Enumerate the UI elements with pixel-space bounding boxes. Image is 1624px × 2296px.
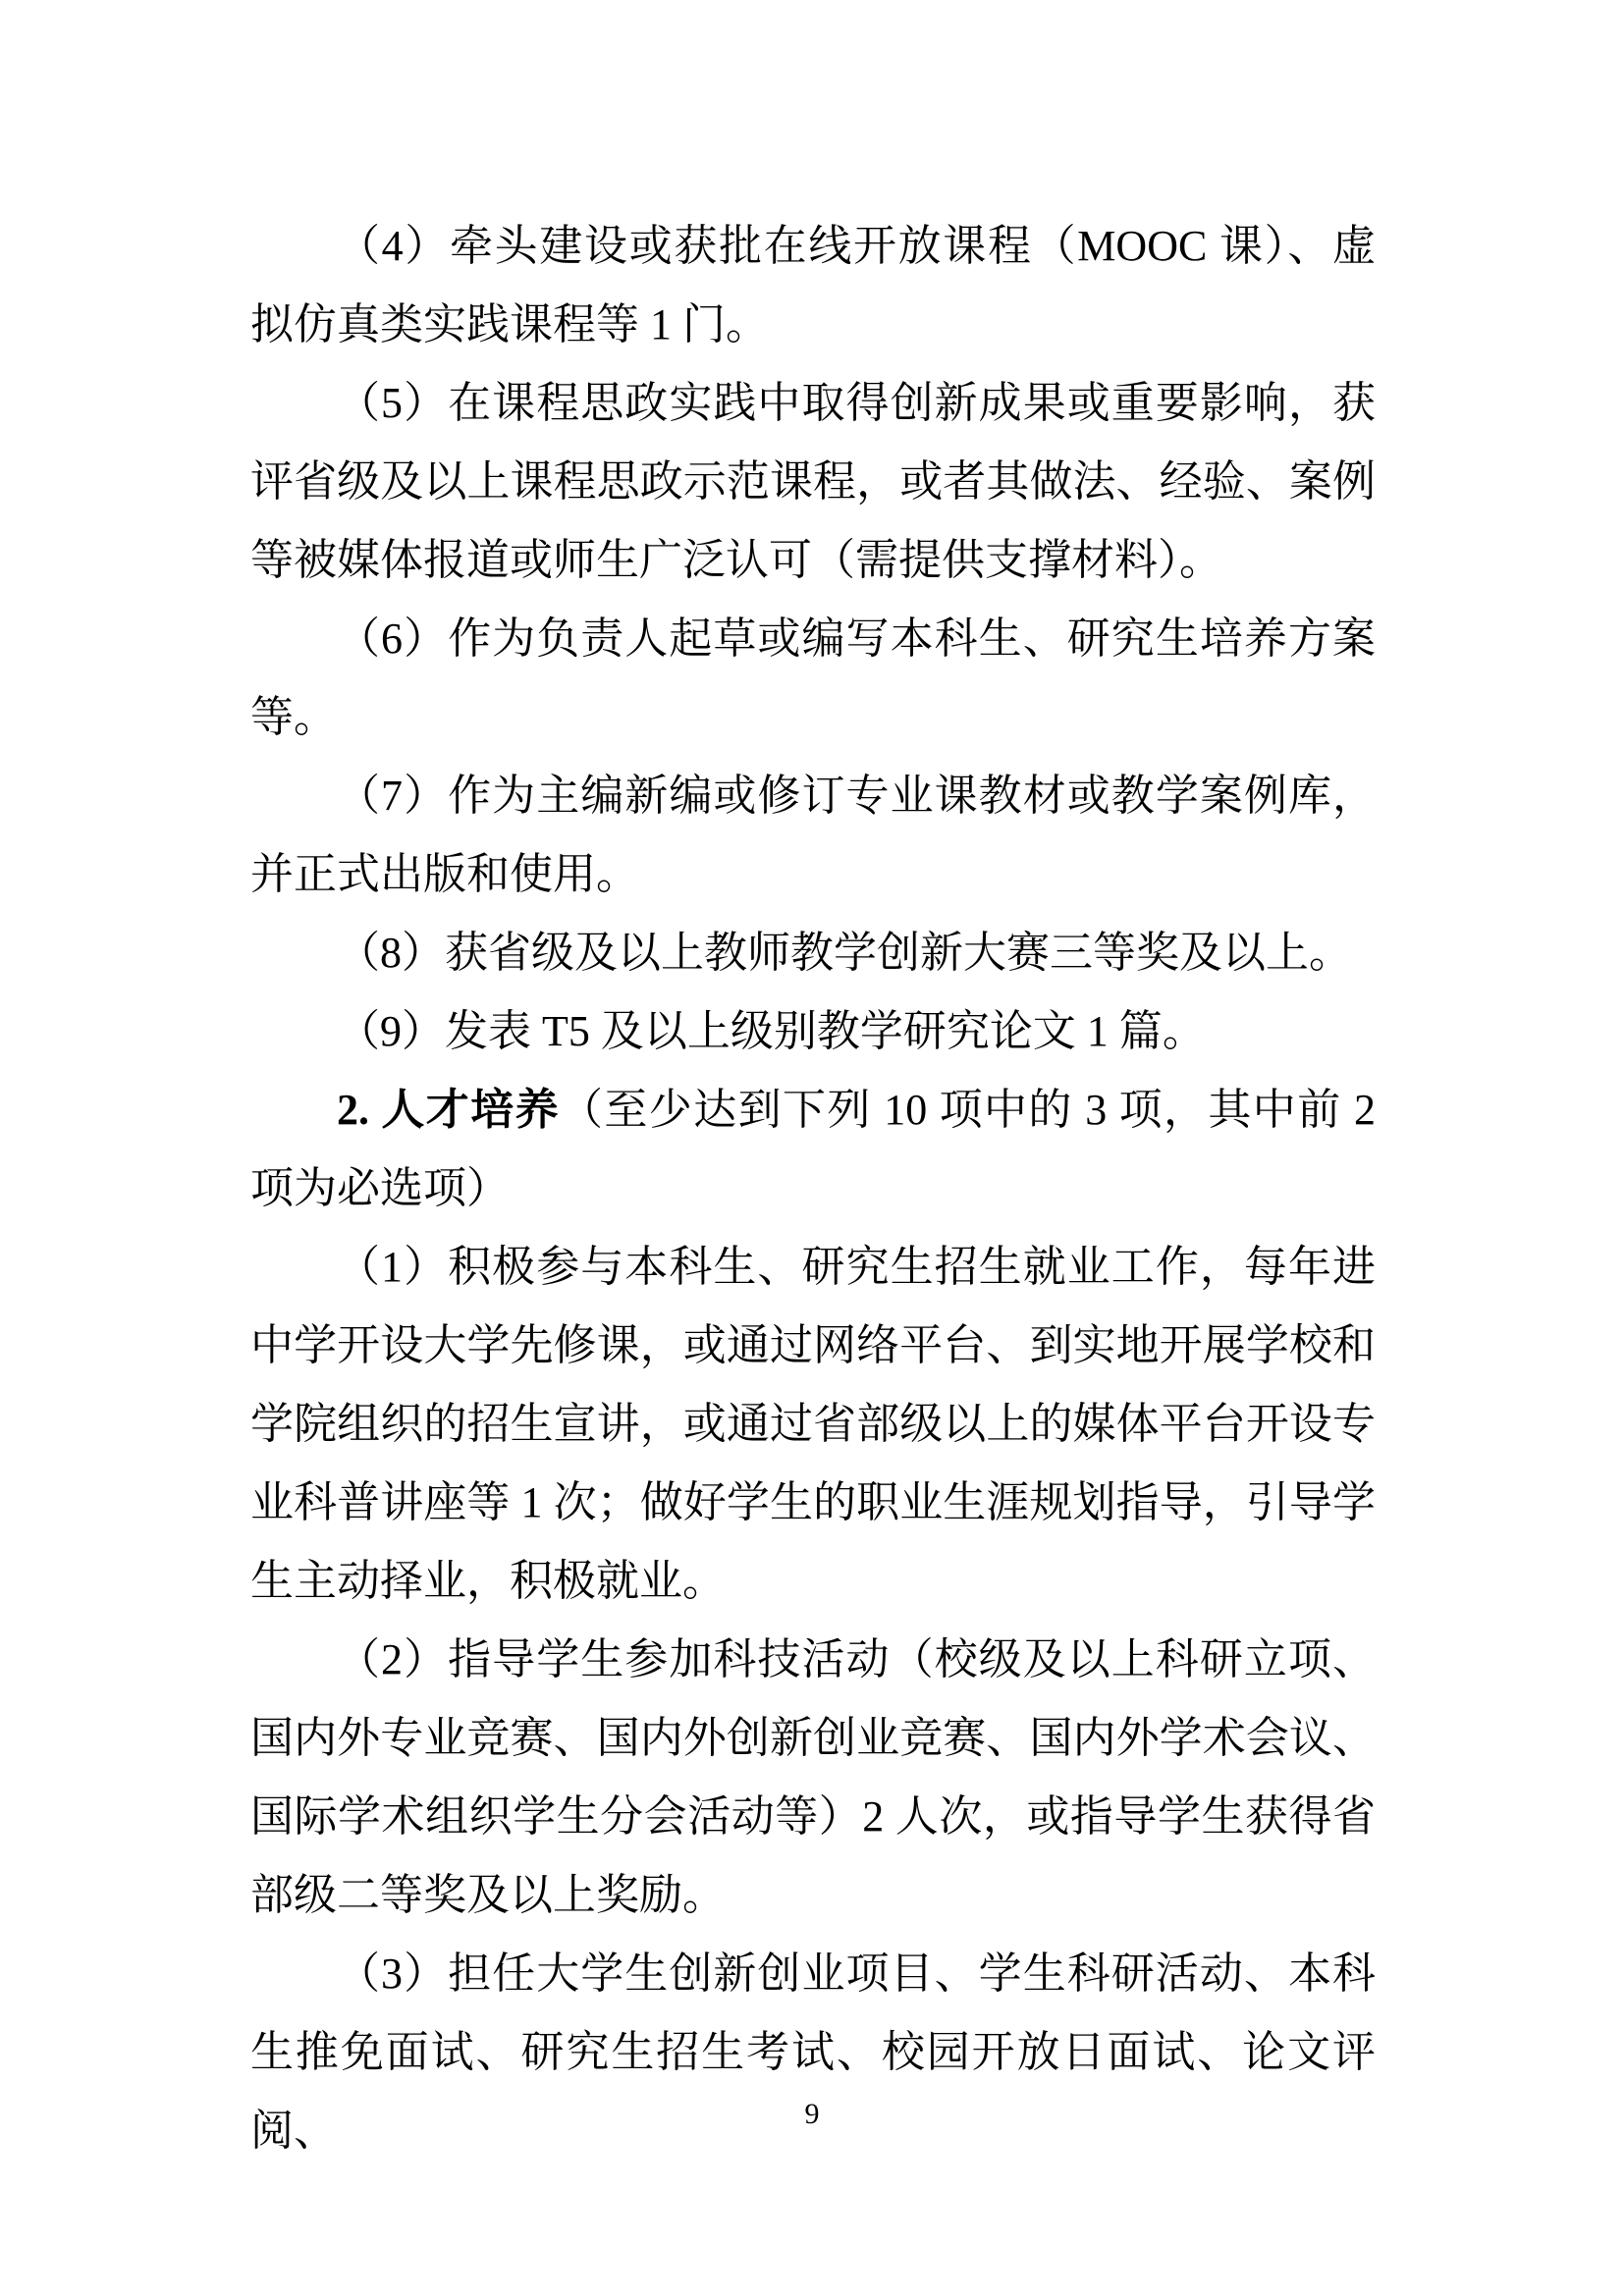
paragraph: [250, 914, 1376, 992]
paragraph: [250, 1228, 1376, 1621]
paragraph: [250, 207, 1376, 364]
text-run: （9）发表 T5 及以上级别教学研究论文 1 篇。: [337, 1007, 1206, 1055]
text-run: （2）指导学生参加科技活动（校级及以上科研立项、国内外专业竞赛、国内外创新创业竞赛、国内外学术会议、国际学术组织学生分会活动等）2 人次，或指导学生获得省部级二等奖及以上奖励。: [250, 1635, 1376, 1919]
text-run: （1）积极参与本科生、研究生招生就业工作，每年进中学开设大学先修课，或通过网络平台、到实地开展学校和学院组织的招生宣讲，或通过省部级以上的媒体平台开设专业科普讲座等 1 次；做好学生的职业生涯规划指导，引导学生主动择业，积极就业。: [250, 1243, 1376, 1605]
paragraph: [250, 364, 1376, 600]
paragraph: [250, 992, 1376, 1071]
document-body: [250, 207, 1376, 2170]
text-run: （6）作为负责人起草或编写本科生、研究生培养方案等。: [250, 614, 1376, 741]
text-run: （至少达到下列 10 项中的 3 项，其中前 2 项为必选项）: [250, 1086, 1376, 1212]
paragraph: [250, 600, 1376, 757]
paragraph: [250, 1935, 1376, 2170]
text-run: （4）牵头建设或获批在线开放课程（MOOC 课）、虚拟仿真类实践课程等 1 门。: [250, 222, 1376, 348]
heading-bold-run: 2. 人才培养: [337, 1086, 560, 1134]
text-run: （8）获省级及以上教师教学创新大赛三等奖及以上。: [337, 929, 1352, 977]
page-number: 9: [804, 2098, 820, 2130]
paragraph: [250, 1621, 1376, 1935]
text-run: （7）作为主编新编或修订专业课教材或教学案例库，并正式出版和使用。: [250, 772, 1376, 898]
paragraph: [250, 757, 1376, 914]
text-run: （5）在课程思政实践中取得创新成果或重要影响，获评省级及以上课程思政示范课程，或者其做法、经验、案例等被媒体报道或师生广泛认可（需提供支撑材料）。: [250, 379, 1376, 584]
paragraph: [250, 1071, 1376, 1228]
text-run: （3）担任大学生创新创业项目、学生科研活动、本科生推免面试、研究生招生考试、校园开放日面试、论文评阅、: [250, 1949, 1376, 2155]
